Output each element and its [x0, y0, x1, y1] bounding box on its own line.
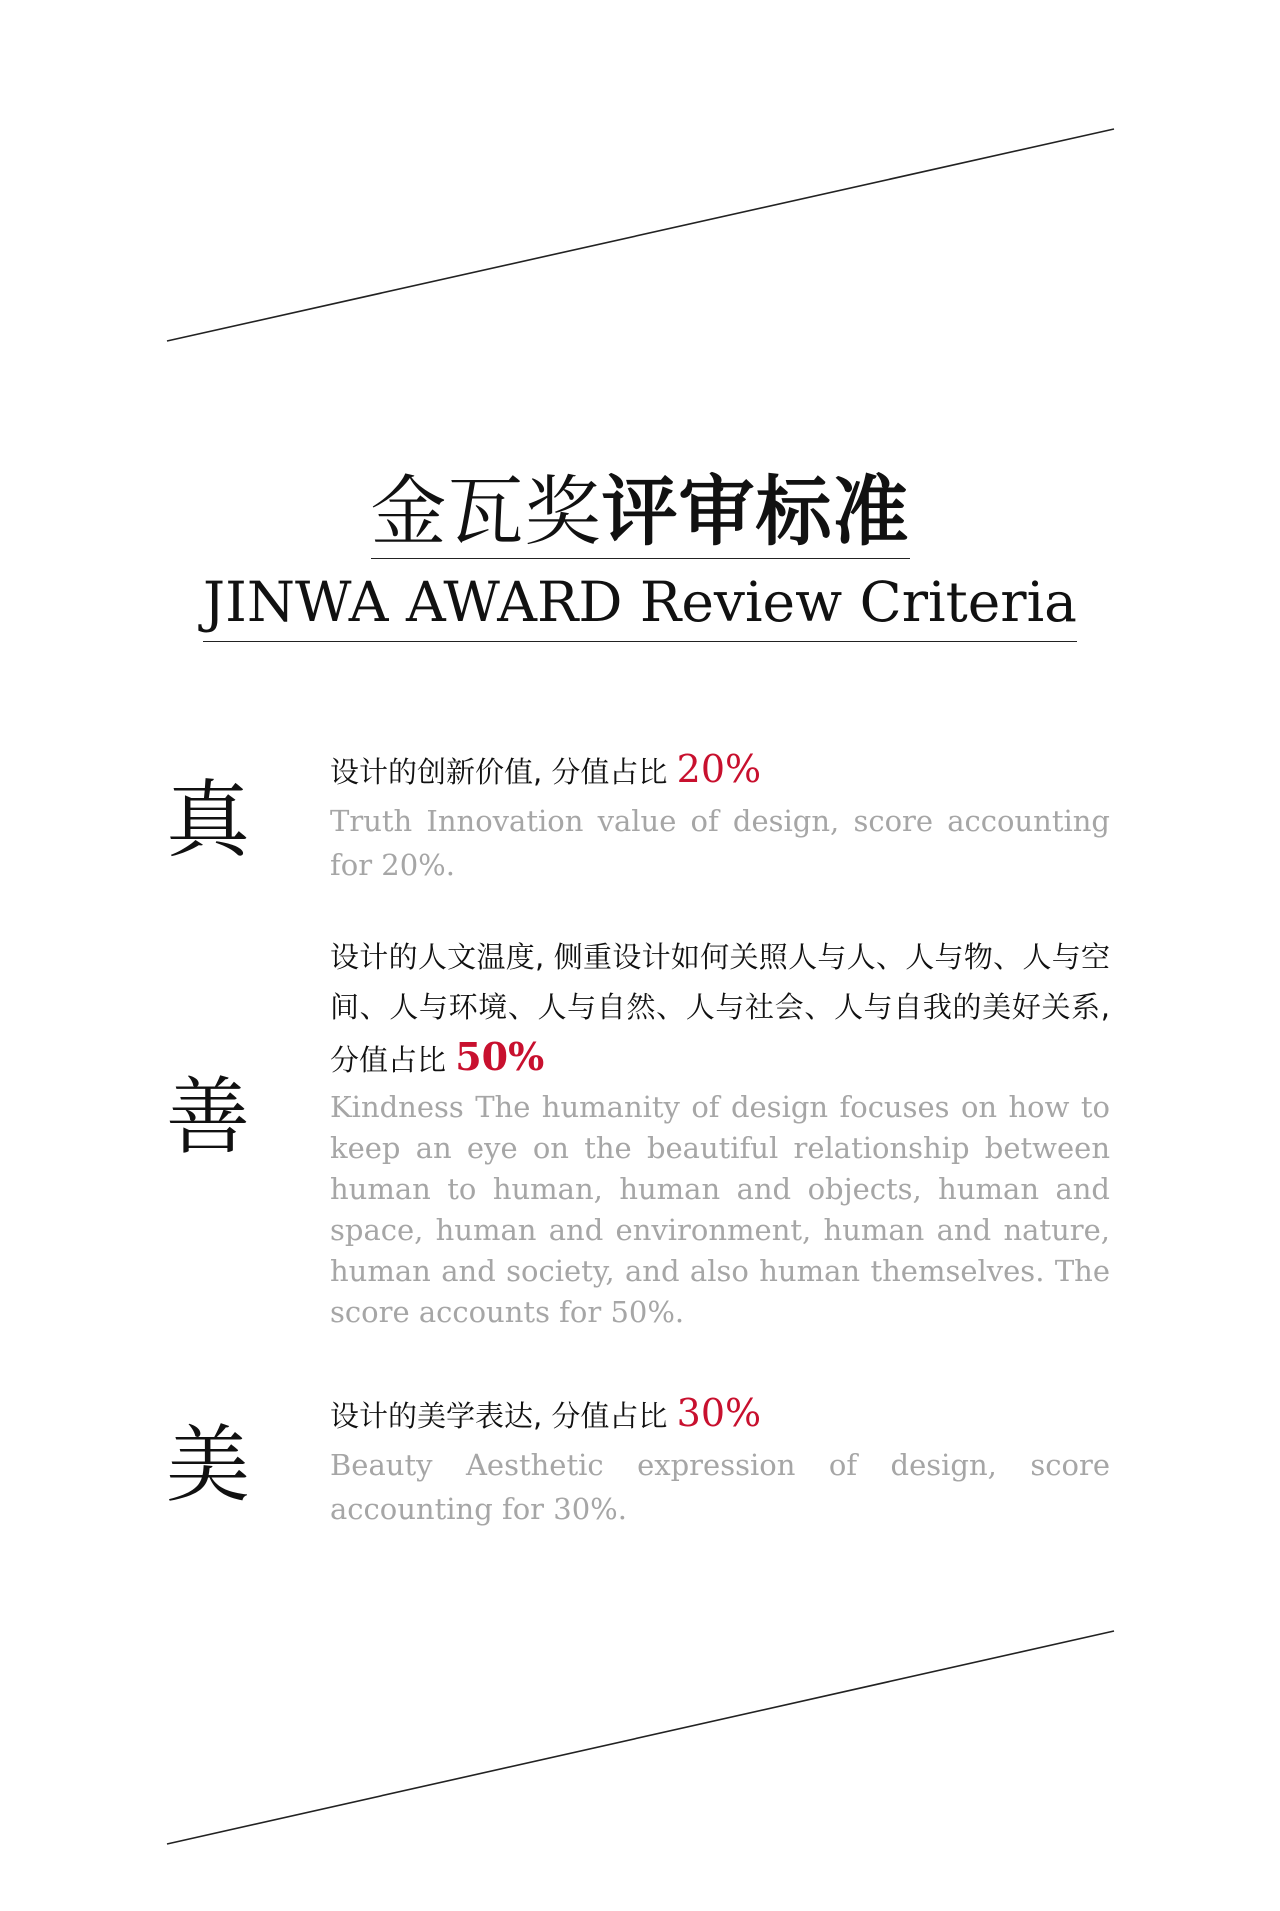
criterion-beauty-cn-text: 设计的美学表达, 分值占比: [330, 1399, 677, 1433]
title-cn-bold: 评审标准: [601, 467, 910, 556]
criterion-truth-en: Truth Innovation value of design, score accounting for 20%.: [330, 804, 1110, 882]
criterion-kindness: [330, 932, 1110, 1333]
criterion-char-beauty: 美: [165, 1416, 250, 1514]
bottom-diagonal-line: [167, 1631, 1114, 1844]
criterion-char-truth: 真: [165, 771, 250, 869]
criterion-beauty: [330, 1388, 1110, 1531]
top-diagonal-line: [167, 129, 1114, 341]
criterion-beauty-percent: 30%: [676, 1391, 762, 1435]
title-block: [0, 468, 1280, 642]
criterion-truth-cn-text: 设计的创新价值, 分值占比: [330, 755, 677, 789]
criterion-truth-cn: [330, 744, 1110, 797]
criterion-truth: [330, 744, 1110, 887]
page-title-english: JINWA AWARD Review Criteria: [203, 567, 1077, 642]
criterion-kindness-cn: [330, 932, 1110, 1085]
criterion-beauty-en: Beauty Aesthetic expression of design, score accounting for 30%.: [330, 1448, 1110, 1526]
criterion-kindness-percent: 50%: [455, 1034, 545, 1079]
title-cn-light: 金瓦奖: [370, 467, 602, 556]
criterion-beauty-cn: [330, 1388, 1110, 1441]
criterion-kindness-en: Kindness The humanity of design focuses on how to keep an eye on the beautiful relationship between human to human, human and objects, human and space, human and environment, human and nature, human and society, and also human themselves. The score accounts for 50%.: [330, 1090, 1110, 1329]
criterion-truth-percent: 20%: [676, 747, 762, 791]
criterion-kindness-cn-text: 设计的人文温度, 侧重设计如何关照人与人、人与物、人与空间、人与环境、人与自然、人与社会、人与自我的美好关系, 分值占比: [330, 940, 1110, 1077]
criterion-char-kindness: 善: [165, 1068, 250, 1166]
page-title-chinese: [371, 468, 910, 559]
